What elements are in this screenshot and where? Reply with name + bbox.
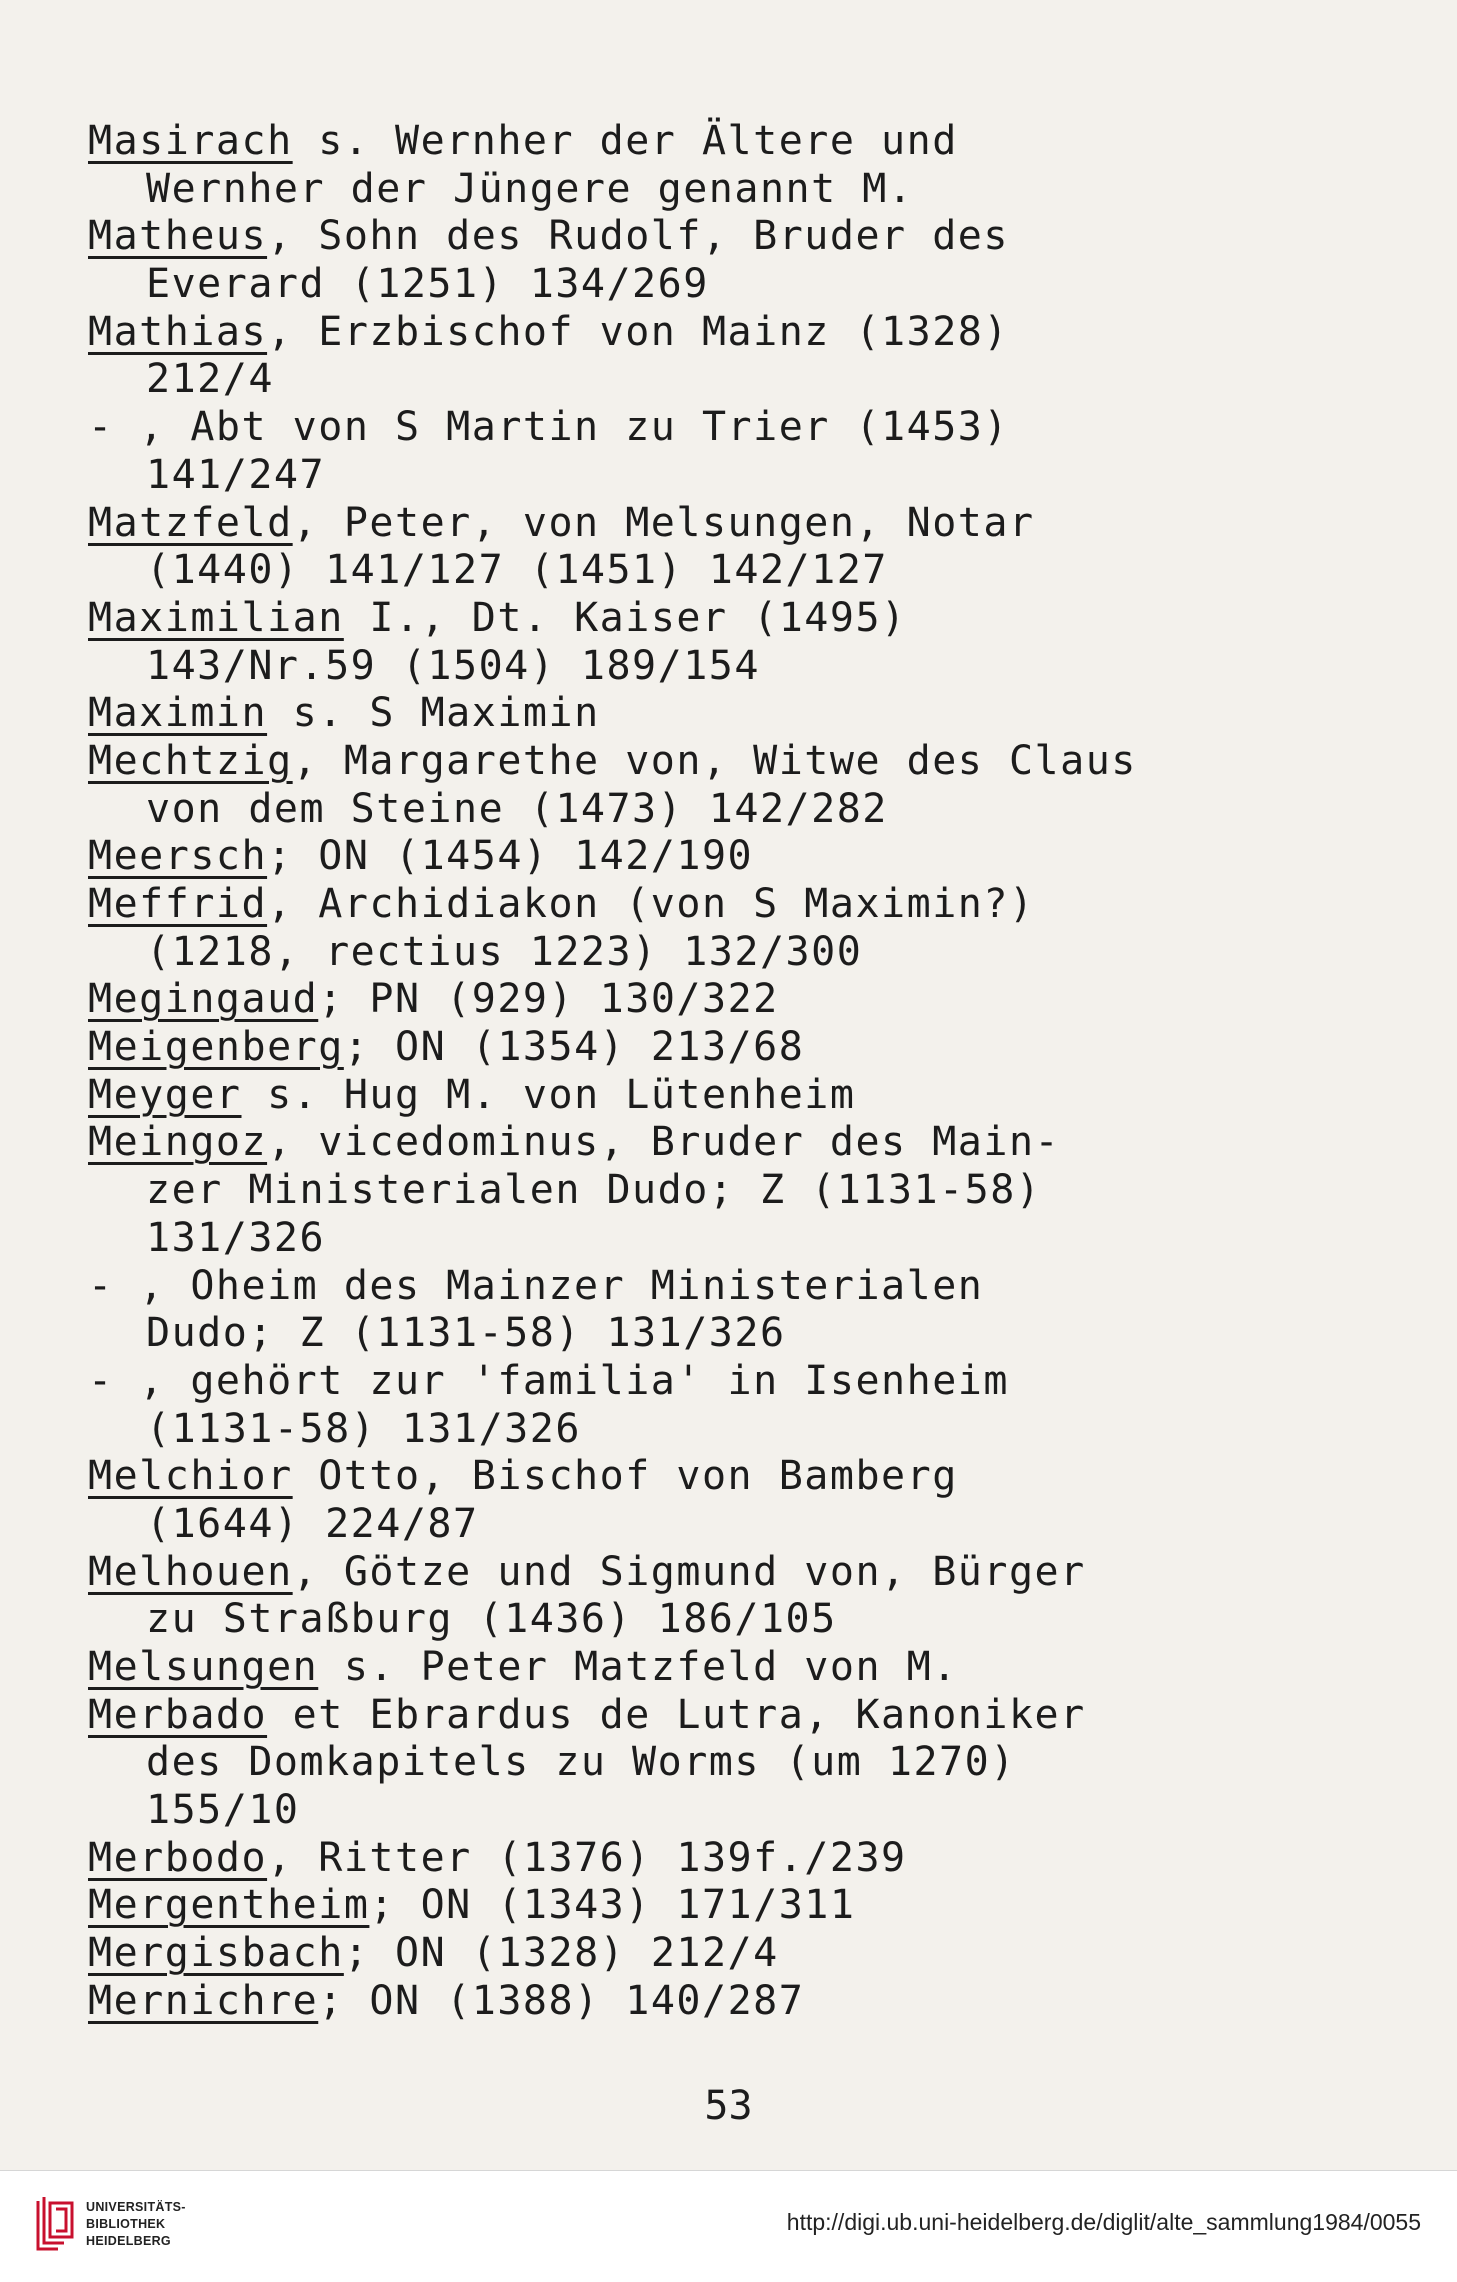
- entry-continuation-line: Dudo; Z (1131-58) 131/326: [146, 1310, 786, 1357]
- entry-continuation-line: 155/10: [146, 1787, 300, 1834]
- index-entries: [88, 118, 1288, 2026]
- entry-headword: Meffrid: [88, 881, 268, 927]
- entry-first-line: [88, 1692, 1288, 1740]
- entry-headword: Mernichre: [88, 1977, 319, 2024]
- entry-first-line: [88, 118, 1288, 166]
- entry-first-line: [88, 1072, 1288, 1120]
- entry-headword: Mergisbach: [88, 1930, 344, 1977]
- entry-continuation-line: zer Ministerialen Dudo; Z (1131-58): [146, 1167, 1042, 1214]
- library-name-line: UNIVERSITÄTS-: [86, 2200, 186, 2214]
- entry-headword: Maximilian: [88, 594, 344, 641]
- entry-text: - , gehört zur 'familia' in Isenheim: [88, 1357, 1009, 1404]
- index-entry: [88, 1453, 1288, 1548]
- entry-continuation-line: Everard (1251) 134/269: [146, 261, 709, 308]
- entry-first-line: [88, 309, 1288, 357]
- entry-continuation-line: von dem Steine (1473) 142/282: [146, 785, 888, 832]
- entry-text: , Ritter (1376) 139f./239: [267, 1834, 907, 1881]
- library-name-line: BIBLIOTHEK: [86, 2217, 166, 2231]
- index-entry: [88, 1930, 1288, 1978]
- index-entry: [88, 1549, 1288, 1644]
- entry-continuation-line: des Domkapitels zu Worms (um 1270): [146, 1739, 1016, 1786]
- entry-headword: Meersch: [88, 833, 268, 880]
- entry-first-line: [88, 1024, 1288, 1072]
- entry-first-line: [88, 1358, 1288, 1406]
- index-entry: [88, 1692, 1288, 1835]
- source-url[interactable]: http://digi.ub.uni-heidelberg.de/diglit/alte_sammlung1984/0055: [786, 2209, 1421, 2235]
- entry-text: Otto, Bischof von Bamberg: [292, 1453, 958, 1500]
- entry-continuation-line: Wernher der Jüngere genannt M.: [146, 165, 914, 212]
- entry-text: s. S Maximin: [267, 690, 600, 737]
- library-name-line: HEIDELBERG: [86, 2234, 171, 2248]
- entry-first-line: [88, 1882, 1288, 1930]
- entry-first-line: [88, 1978, 1288, 2026]
- entry-text: , Erzbischof von Mainz (1328): [267, 308, 1009, 355]
- entry-first-line: [88, 500, 1288, 548]
- index-entry: [88, 833, 1288, 881]
- entry-headword: Masirach: [88, 118, 293, 164]
- entry-headword: Melsungen: [88, 1644, 319, 1690]
- entry-continuation-line: 212/4: [146, 356, 274, 403]
- entry-first-line: [88, 1119, 1288, 1167]
- entry-text: , Götze und Sigmund von, Bürger: [292, 1548, 1086, 1595]
- viewer-footer: [0, 2170, 1457, 2282]
- entry-headword: Megingaud: [88, 976, 319, 1023]
- entry-text: - , Abt von S Martin zu Trier (1453): [88, 404, 1009, 451]
- index-entry: [88, 1119, 1288, 1262]
- entry-first-line: [88, 213, 1288, 261]
- entry-headword: Matzfeld: [88, 499, 293, 546]
- entry-first-line: [88, 881, 1288, 929]
- entry-continuation-line: (1440) 141/127 (1451) 142/127: [146, 547, 888, 594]
- entry-text: - , Oheim des Mainzer Ministerialen: [88, 1262, 984, 1309]
- entry-text: , Archidiakon (von S Maximin?): [267, 881, 1035, 927]
- entry-first-line: [88, 1549, 1288, 1597]
- index-entry: [88, 976, 1288, 1024]
- index-entry: [88, 881, 1288, 976]
- entry-first-line: [88, 1644, 1288, 1692]
- index-entry: [88, 690, 1288, 738]
- entry-continuation-line: (1644) 224/87: [146, 1500, 479, 1547]
- index-entry: [88, 1644, 1288, 1692]
- library-name: [86, 2199, 186, 2250]
- entry-text: , vicedominus, Bruder des Main-: [267, 1119, 1061, 1166]
- entry-first-line: [88, 595, 1288, 643]
- entry-text: ; ON (1388) 140/287: [318, 1977, 805, 2024]
- entry-text: et Ebrardus de Lutra, Kanoniker: [267, 1691, 1086, 1738]
- entry-continuation-line: 141/247: [146, 451, 326, 498]
- index-entry: [88, 738, 1288, 833]
- index-entry: [88, 213, 1288, 308]
- index-entry: [88, 1263, 1288, 1358]
- index-entry: [88, 404, 1288, 499]
- index-entry: [88, 1978, 1288, 2026]
- entry-first-line: [88, 976, 1288, 1024]
- entry-text: s. Hug M. von Lütenheim: [241, 1071, 856, 1118]
- entry-text: ; ON (1328) 212/4: [343, 1930, 779, 1977]
- entry-first-line: [88, 738, 1288, 786]
- index-entry: [88, 1358, 1288, 1453]
- entry-headword: Matheus: [88, 213, 268, 260]
- index-entry: [88, 1835, 1288, 1883]
- index-entry: [88, 500, 1288, 595]
- entry-text: I., Dt. Kaiser (1495): [343, 594, 907, 641]
- entry-headword: Mechtzig: [88, 737, 293, 784]
- entry-headword: Meyger: [88, 1071, 242, 1118]
- entry-text: ; ON (1354) 213/68: [343, 1024, 805, 1071]
- entry-first-line: [88, 404, 1288, 452]
- entry-continuation-line: (1131-58) 131/326: [146, 1405, 581, 1452]
- entry-headword: Melhouen: [88, 1548, 293, 1595]
- index-entry: [88, 1882, 1288, 1930]
- entry-first-line: [88, 1263, 1288, 1311]
- entry-headword: Meingoz: [88, 1119, 268, 1166]
- entry-headword: Mergentheim: [88, 1882, 370, 1929]
- index-entry: [88, 118, 1288, 213]
- entry-text: ; PN (929) 130/322: [318, 976, 779, 1023]
- entry-headword: Maximin: [88, 690, 268, 737]
- entry-continuation-line: 131/326: [146, 1214, 326, 1261]
- entry-first-line: [88, 1453, 1288, 1501]
- index-entry: [88, 595, 1288, 690]
- entry-text: ; ON (1343) 171/311: [369, 1882, 856, 1929]
- index-entry: [88, 1072, 1288, 1120]
- entry-headword: Meigenberg: [88, 1024, 344, 1071]
- entry-first-line: [88, 833, 1288, 881]
- entry-headword: Mathias: [88, 308, 268, 355]
- entry-text: s. Peter Matzfeld von M.: [318, 1644, 958, 1690]
- entry-headword: Melchior: [88, 1453, 293, 1500]
- entry-first-line: [88, 1930, 1288, 1978]
- entry-text: , Margarethe von, Witwe des Claus: [292, 737, 1137, 784]
- entry-headword: Merbado: [88, 1691, 268, 1738]
- entry-first-line: [88, 1835, 1288, 1883]
- index-entry: [88, 309, 1288, 404]
- entry-text: ; ON (1454) 142/190: [267, 833, 754, 880]
- entry-text: , Sohn des Rudolf, Bruder des: [267, 213, 1009, 260]
- index-entry: [88, 1024, 1288, 1072]
- entry-first-line: [88, 690, 1288, 738]
- entry-continuation-line: (1218, rectius 1223) 132/300: [146, 928, 863, 975]
- entry-text: , Peter, von Melsungen, Notar: [292, 499, 1035, 546]
- page-number: 53: [704, 2083, 753, 2129]
- entry-headword: Merbodo: [88, 1834, 268, 1881]
- entry-continuation-line: zu Straßburg (1436) 186/105: [146, 1596, 837, 1643]
- university-library-logo-icon[interactable]: [32, 2193, 80, 2253]
- entry-text: s. Wernher der Ältere und: [292, 118, 958, 164]
- entry-continuation-line: 143/Nr.59 (1504) 189/154: [146, 642, 760, 689]
